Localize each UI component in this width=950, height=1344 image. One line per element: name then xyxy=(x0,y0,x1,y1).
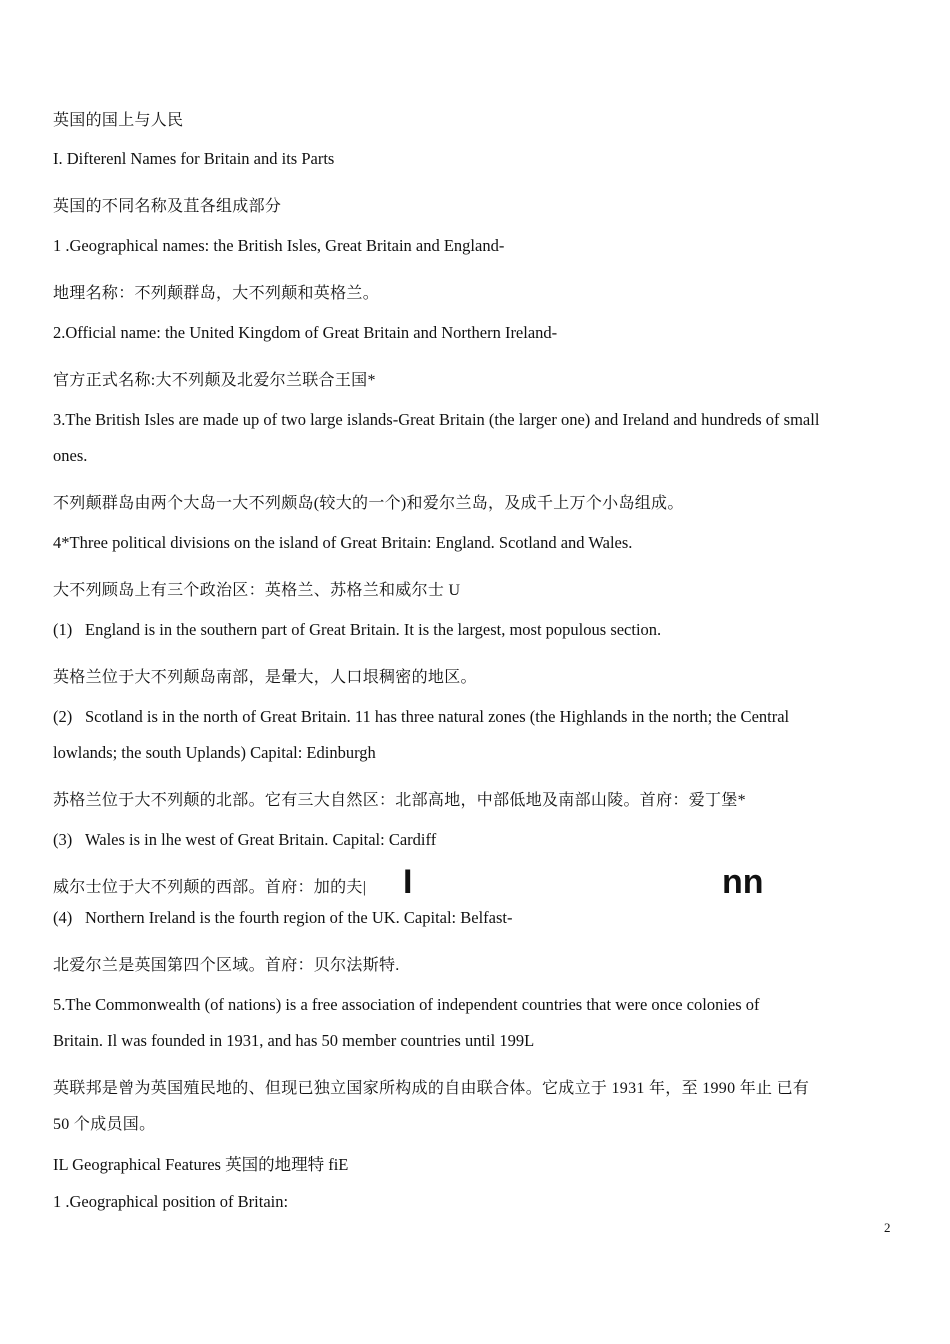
page-number: 2 xyxy=(884,1220,891,1235)
text-line: 英国的不同名称及苴各组成部分 xyxy=(53,198,282,215)
heading-land-and-people: 英国的国上与人民 xyxy=(53,112,184,129)
text-line: 大不列顾岛上有三个政治区：英格兰、苏格兰和威尔士 U xyxy=(53,582,461,599)
list-item-text: Northern Ireland is the fourth region of the UK. Capital: Belfast- xyxy=(85,908,513,927)
stray-mark-i: I xyxy=(403,863,413,901)
text-line: 北爱尔兰是英国第四个区域。首府：贝尔法斯特. xyxy=(53,957,400,974)
text-line: 3.The British Isles are made up of two large islands-Great Britain (the larger one) and Ireland and hundreds of small xyxy=(53,410,820,429)
text-line: 官方正式名称:大不列颠及北爱尔兰联合王国* xyxy=(53,372,376,389)
text-line: 1 .Geographical position of Britain: xyxy=(53,1192,289,1211)
list-item-northern-ireland xyxy=(53,908,513,928)
text-line: 威尔士位于大不列颠的西部。首府：加的夫| xyxy=(53,879,367,896)
text-line: 不列颠群岛由两个大岛一大不列颇岛(较大的一个)和爱尔兰岛，及成千上万个小岛组成。 xyxy=(53,495,684,512)
text-line: 2.Official name: the United Kingdom of Great Britain and Northern Ireland- xyxy=(53,323,558,342)
text-line: 4*Three political divisions on the island of Great Britain: England. Scotland and Wales. xyxy=(53,533,633,552)
stray-mark-nn: nn xyxy=(722,863,764,901)
list-number: (3) xyxy=(53,830,73,849)
list-number: (4) xyxy=(53,908,73,927)
list-item-text: Wales is in lhe west of Great Britain. Capital: Cardiff xyxy=(85,830,437,849)
list-number: (1) xyxy=(53,620,73,639)
text-line: 1 .Geographical names: the British Isles, Great Britain and England- xyxy=(53,236,505,255)
list-item-text: England is in the southern part of Great Britain. It is the largest, most populous section. xyxy=(85,620,662,639)
text-line: 英联邦是曾为英国殖民地的、但现已独立国家所构成的自由联合体。它成立于 1931 年，至 1990 年止 已有 xyxy=(53,1080,810,1097)
text-line: Britain. Il was founded in 1931, and has 50 member countries until 199L xyxy=(53,1031,535,1050)
text-line: 5.The Commonwealth (of nations) is a free association of independent countries that were once colonies of xyxy=(53,995,760,1014)
list-item-text: Scotland is in the north of Great Britain. 11 has three natural zones (the Highlands in the north; the Central xyxy=(85,707,790,726)
list-item-england xyxy=(53,620,661,640)
list-item-wales xyxy=(53,830,436,850)
text-line: 苏格兰位于大不列颠的北部。它有三大自然区：北部高地，中部低地及南部山陵。首府：爱丁堡* xyxy=(53,792,746,809)
section-heading-names: I. Difterenl Names for Britain and its Parts xyxy=(53,149,335,168)
list-item-scotland xyxy=(53,707,789,727)
text-line: 英格兰位于大不列颠岛南部，是暈大，人口垠稠密的地区。 xyxy=(53,669,477,686)
list-number: (2) xyxy=(53,707,73,726)
text-line: 地理名称：不列颠群岛，大不列颠和英格兰。 xyxy=(53,285,380,302)
text-line: ones. xyxy=(53,446,88,465)
text-line: 50 个成员国。 xyxy=(53,1116,156,1133)
text-line: lowlands; the south Uplands) Capital: Edinburgh xyxy=(53,743,376,762)
section-heading-geography: IL Geographical Features 英国的地理特 fiE xyxy=(53,1155,349,1174)
